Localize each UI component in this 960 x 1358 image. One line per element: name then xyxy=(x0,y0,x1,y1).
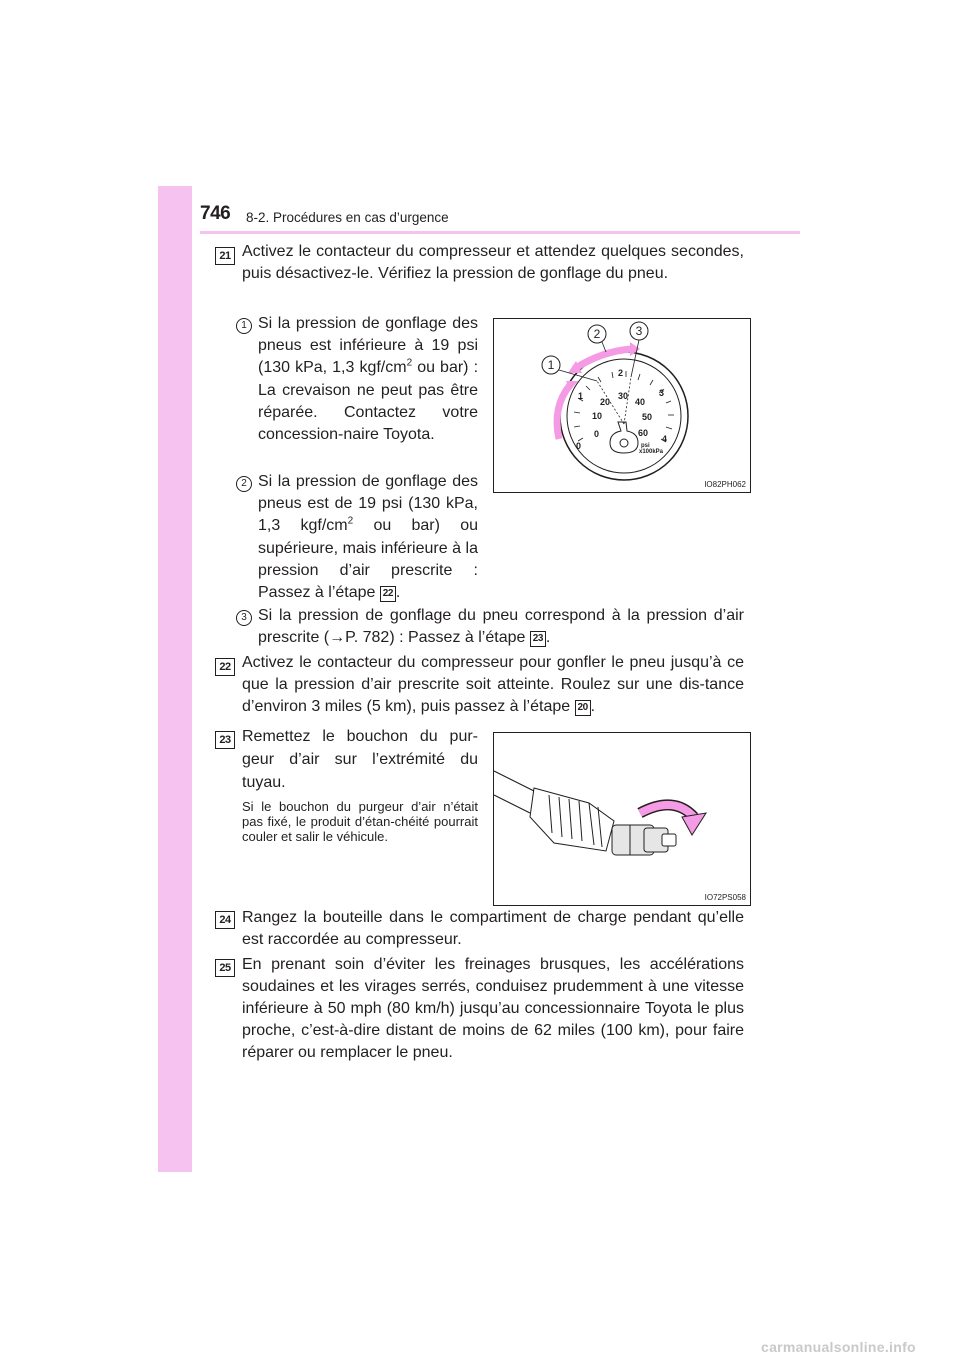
step-23-text: Remettez le bouchon du pur-geur d’air sur l’extrémité du tuyau. xyxy=(242,728,478,791)
callout-1-label: 1 xyxy=(547,358,555,372)
step-21-text: Activez le contacteur du compresseur et attendez quelques secondes, puis désactivez-le. Vérifiez la pression de gonflage du pneu. xyxy=(242,243,744,282)
gauge-label-outer-0: 0 xyxy=(576,441,582,451)
gauge-unit-psi: psi xyxy=(641,443,650,449)
step-ref-22: 22 xyxy=(380,586,396,602)
step-22-text: Activez le contacteur du compresseur pour gonfler le pneu jusqu’à ce que la pression d’air prescrite soit atteinte. Roulez sur une dis-tance d’environ 3 miles (5 km), puis passez à l’étape 20 . xyxy=(242,654,744,715)
pressure-gauge-figure xyxy=(493,318,751,493)
callout-2-label: 2 xyxy=(593,327,601,341)
step-23-note: Si le bouchon du purgeur d’air n’était pas fixé, le produit d’étan-chéité pourrait couler et salir le véhicule. xyxy=(242,799,478,844)
section-title: 8-2. Procédures en cas d’urgence xyxy=(246,210,449,225)
gauge-label-inner-10: 10 xyxy=(592,411,603,421)
valve-body xyxy=(530,788,614,851)
pressure-gauge-illustration xyxy=(494,319,750,492)
watermark: carmanualsonline.info xyxy=(761,1339,916,1355)
step-21-badge: 21 xyxy=(215,247,235,265)
step-24-text: Rangez la bouteille dans le compartiment de charge pendant qu’elle est raccordée au compresseur. xyxy=(242,909,744,948)
figure-1-code: IO82PH062 xyxy=(704,480,746,489)
chapter-tab-bar xyxy=(158,186,192,1172)
gauge-label-inner-0: 0 xyxy=(594,429,600,439)
hose-cap-figure xyxy=(493,732,751,906)
gauge-label-inner-40: 40 xyxy=(635,397,646,407)
step-22-badge: 22 xyxy=(215,658,235,676)
gauge-label-inner-20: 20 xyxy=(600,397,611,407)
case-3-text: Si la pression de gonflage du pneu correspond à la pression d’air prescrite (→P. 782) : Passez à l’étape 23 . xyxy=(258,607,744,646)
gauge-label-outer-3: 3 xyxy=(659,388,665,398)
step-ref-23: 23 xyxy=(530,631,546,647)
hose-outline xyxy=(494,771,534,813)
gauge-pivot xyxy=(620,439,628,447)
case-2-text: Si la pression de gonflage des pneus est de 19 psi (130 kPa, 1,3 kgf/$cm^2$ ou bar) ou supérieure, mais inférieure à la pression d’air prescrite : Passez à l’étape 22 . xyxy=(258,473,478,602)
gauge-label-inner-60: 60 xyxy=(638,428,649,438)
gauge-unit-kpa: x100kPa xyxy=(639,449,664,455)
step-25-text: En prenant soin d’éviter les freinages brusques, les accélérations soudaines et les virages serrés, conduisez prudemment à une vitesse inférieure à 50 mph (80 km/h) jusqu’au concessionnaire Toyota le plus proche, c’est-à-dire distant de moins de 62 miles (100 km), pour faire réparer ou remplacer le pneu. xyxy=(242,956,744,1061)
step-23-badge: 23 xyxy=(215,731,235,749)
hose-cap-illustration xyxy=(494,733,750,905)
header-rule xyxy=(200,231,800,234)
rotate-arrow-head xyxy=(682,813,706,835)
step-24-badge: 24 xyxy=(215,911,235,929)
gauge-label-outer-4: 4 xyxy=(662,434,668,444)
case-2-badge: 2 xyxy=(236,476,252,492)
gauge-label-outer-2: 2 xyxy=(618,368,624,378)
step-ref-20: 20 xyxy=(575,700,591,716)
case-1-text: Si la pression de gonflage des pneus est inférieure à 19 psi (130 kPa, 1,3 kgf/$cm^2$ ou bar) : La crevaison ne peut pas être réparée. Contactez votre concession-naire Toyota. xyxy=(258,315,479,444)
gauge-face xyxy=(567,359,681,473)
gauge-label-inner-30: 30 xyxy=(618,391,629,401)
figure-2-code: IO72PS058 xyxy=(704,893,746,902)
gauge-label-outer-1: 1 xyxy=(578,391,584,401)
step-25-badge: 25 xyxy=(215,959,235,977)
case-1-badge: 1 xyxy=(236,318,252,334)
page-number: 746 xyxy=(200,203,231,224)
case-3-badge: 3 xyxy=(236,610,252,626)
callout-3-label: 3 xyxy=(635,324,643,338)
cap xyxy=(612,825,676,855)
gauge-label-inner-50: 50 xyxy=(642,412,653,422)
